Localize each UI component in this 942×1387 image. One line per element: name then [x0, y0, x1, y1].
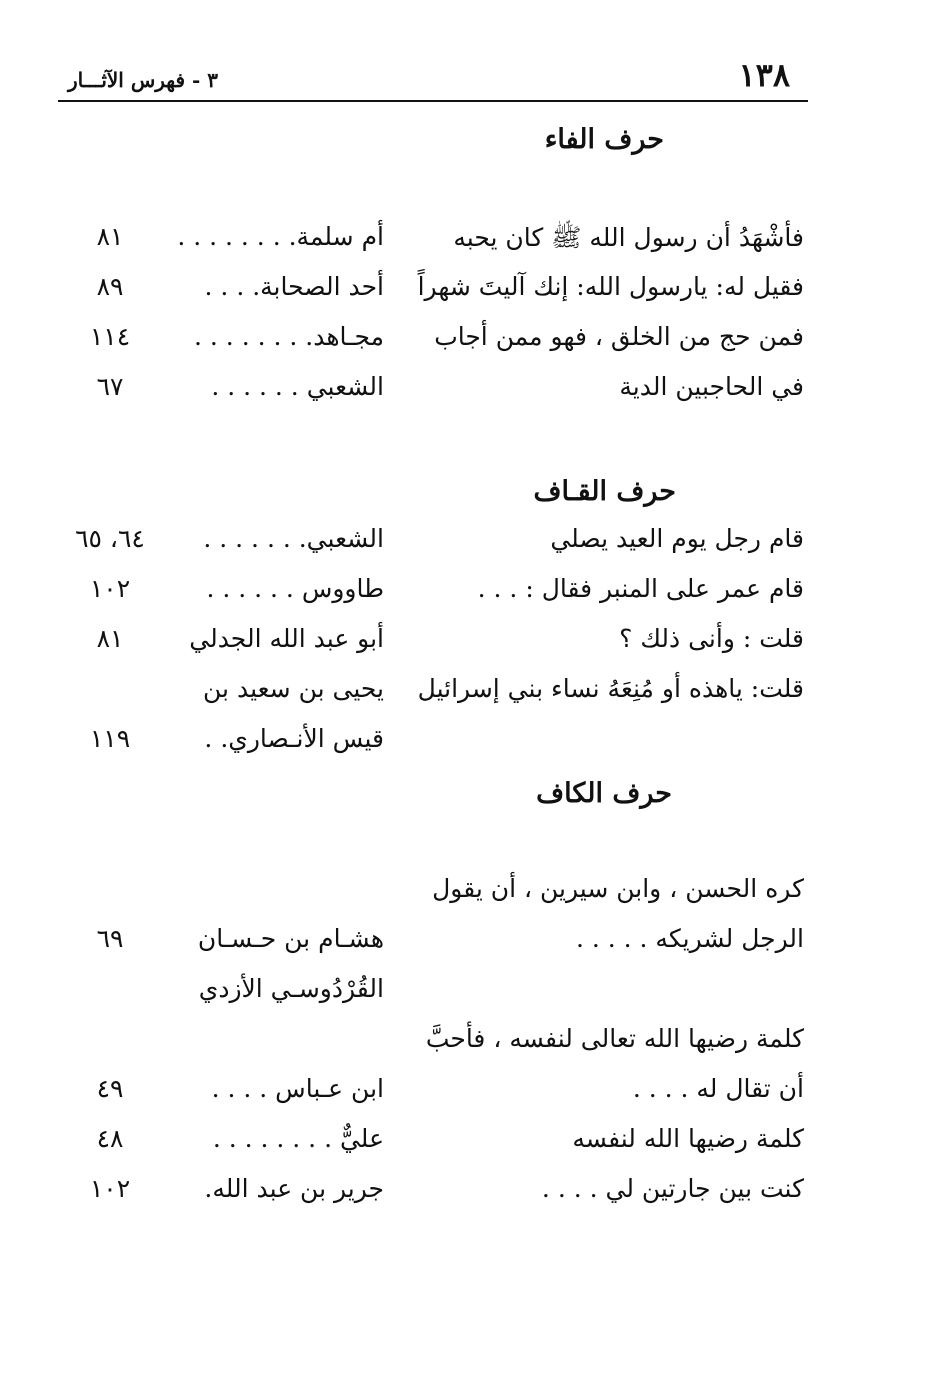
index-entry	[0, 222, 942, 266]
entry-text: فقيل له: يارسول الله: إنك آليتَ شهراً	[417, 272, 804, 301]
entry-source: أبو عبد الله الجدلي	[189, 624, 384, 653]
entry-source: عليٌّ . . . . . . . .	[212, 1124, 384, 1153]
entry-text: فأشْهَدُ أن رسول الله ﷺ كان يحبه	[453, 223, 804, 252]
entry-page: ٨١	[96, 624, 124, 653]
entry-text: الرجل لشريكه . . . . .	[575, 924, 804, 953]
index-entry	[0, 272, 942, 316]
entry-page: ٨٩	[96, 272, 124, 301]
header-rule	[58, 100, 808, 102]
entry-page: ١١٤	[89, 322, 131, 351]
entry-page: ٦٧	[96, 372, 124, 401]
entry-text: كره الحسن ، وابن سيرين ، أن يقول	[432, 874, 804, 903]
entry-source: يحيى بن سعيد بن	[203, 674, 384, 703]
index-entry	[0, 624, 942, 668]
entry-text: فمن حج من الخلق ، فهو ممن أجاب	[434, 322, 804, 351]
index-entry	[0, 322, 942, 366]
entry-text: قلت: ياهذه أو مُنِعَهُ نساء بني إسرائيل	[417, 674, 804, 703]
entry-text: كلمة رضيها الله لنفسه	[572, 1124, 804, 1153]
entry-source: الشعبي. . . . . . .	[203, 524, 384, 553]
index-entry	[0, 1024, 942, 1068]
entry-text: قلت : وأنى ذلك ؟	[619, 624, 804, 653]
entry-source: قيس الأنـصاري. .	[204, 724, 384, 753]
index-entry	[0, 874, 942, 918]
entry-text: قام رجل يوم العيد يصلي	[550, 524, 804, 553]
entry-page: ١١٩	[89, 724, 131, 753]
entry-text: كلمة رضيها الله تعالى لنفسه ، فأحبَّ	[425, 1024, 804, 1053]
entry-source: ابن عـباس . . . .	[211, 1074, 384, 1103]
index-entry	[0, 924, 942, 968]
index-entry	[0, 524, 942, 568]
page-number: ١٣٨	[738, 56, 790, 94]
entry-text: كنت بين جارتين لي . . . .	[541, 1174, 804, 1203]
index-entry	[0, 724, 942, 768]
entry-page: ٤٨	[96, 1124, 124, 1153]
section-heading-qaf: حرف القـاف	[533, 476, 676, 507]
entry-source: أحد الصحابة. . . .	[204, 272, 384, 301]
section-heading-faa: حرف الفاء	[544, 124, 664, 155]
index-entry	[0, 1124, 942, 1168]
entry-page: ١٠٢	[89, 574, 131, 603]
entry-page: ٤٩	[96, 1074, 124, 1103]
entry-text: في الحاجبين الدية	[619, 372, 804, 401]
index-entry	[0, 674, 942, 718]
index-entry	[0, 1074, 942, 1118]
entry-source: أم سلمة. . . . . . . .	[177, 222, 384, 251]
entry-page: ١٠٢	[89, 1174, 131, 1203]
entry-source: مجـاهد. . . . . . . .	[194, 322, 384, 351]
running-title: ٣ - فهرس الآثـــار	[68, 68, 219, 92]
page-header	[58, 56, 808, 102]
entry-page: ٦٩	[96, 924, 124, 953]
entry-page: ٨١	[96, 222, 124, 251]
entry-source: جرير بن عبد الله.	[204, 1174, 384, 1203]
entry-source: طاووس . . . . . .	[206, 574, 384, 603]
entry-page: ٦٤، ٦٥	[75, 524, 145, 553]
index-entry	[0, 372, 942, 416]
entry-source: القُرْدُوسـي الأزدي	[198, 974, 384, 1003]
entry-text: قام عمر على المنبر فقال : . . .	[477, 574, 804, 603]
index-entry	[0, 574, 942, 618]
index-entry	[0, 1174, 942, 1218]
entry-source: هشـام بن حـسـان	[197, 924, 384, 953]
section-heading-kaf: حرف الكاف	[536, 778, 672, 809]
entry-source: الشعبي . . . . . .	[211, 372, 384, 401]
entry-text: أن تقال له . . . .	[632, 1074, 804, 1103]
index-entry	[0, 974, 942, 1018]
